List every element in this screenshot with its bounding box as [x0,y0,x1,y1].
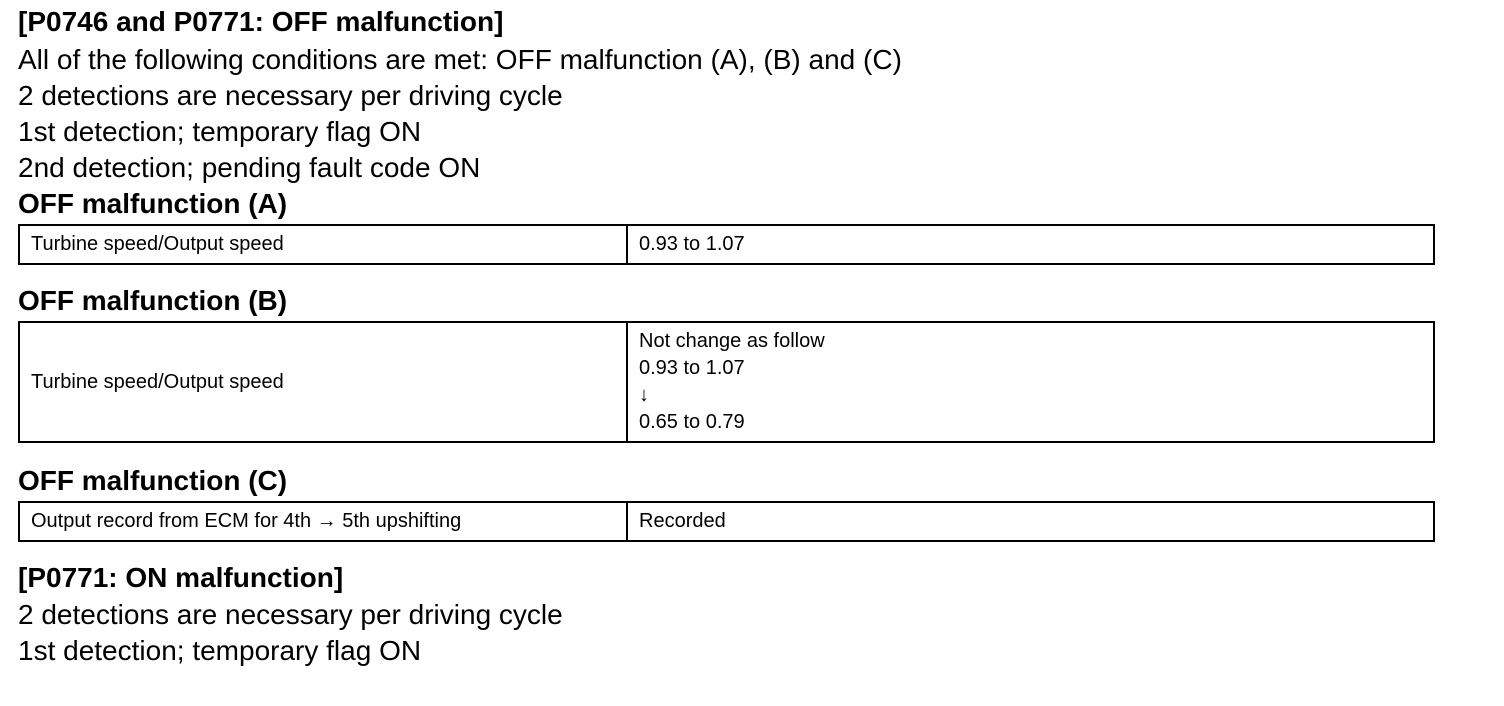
condition-line: 2nd detection; pending fault code ON [18,152,481,183]
table-row [19,502,1434,541]
malfunction-a-heading: OFF malfunction (A) [18,188,288,219]
down-arrow-icon: ↓ [639,384,649,406]
malfunction-b-table [18,321,1435,443]
value-line: Not change as follow [639,330,825,352]
section-title-off-malfunction: [P0746 and P0771: OFF malfunction] [18,6,504,37]
section-title-on-malfunction: [P0771: ON malfunction] [18,562,344,593]
condition-line: 2 detections are necessary per driving cycle [18,80,563,111]
malfunction-c-table [18,501,1435,542]
condition-line: 1st detection; temporary flag ON [18,116,422,147]
table-cell-item: Turbine speed/Output speed [19,322,627,442]
value-line: 0.65 to 0.79 [639,411,745,433]
table-row [19,225,1434,264]
table-cell-item: Output record from ECM for 4th → 5th upshifting [19,502,627,541]
condition-line: All of the following conditions are met: OFF malfunction (A), (B) and (C) [18,44,902,75]
condition-line: 2 detections are necessary per driving cycle [18,599,563,630]
condition-line: 1st detection; temporary flag ON [18,635,422,666]
table-cell-value [627,322,1434,442]
table-cell-item: Turbine speed/Output speed [19,225,627,264]
table-cell-value: 0.93 to 1.07 [627,225,1434,264]
malfunction-c-heading: OFF malfunction (C) [18,465,288,496]
value-line: 0.93 to 1.07 [639,357,745,379]
table-cell-value: Recorded [627,502,1434,541]
malfunction-b-heading: OFF malfunction (B) [18,285,288,316]
malfunction-a-table [18,224,1435,265]
table-row [19,322,1434,442]
